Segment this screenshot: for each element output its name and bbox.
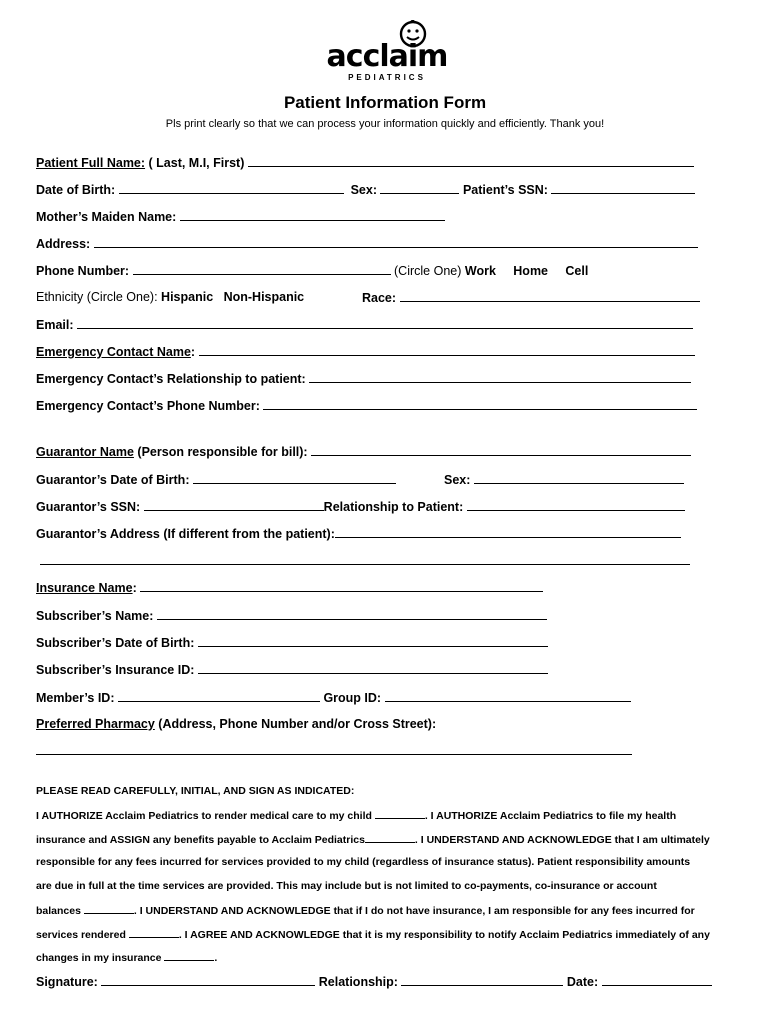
guarantor-name-row	[36, 444, 691, 459]
subscriber-name-field[interactable]	[157, 608, 547, 620]
logo-subtitle: PEDIATRICS	[348, 73, 426, 82]
sex-label: Sex:	[350, 183, 381, 197]
address-label: Address:	[36, 237, 94, 251]
guarantor-sex-field[interactable]	[474, 472, 684, 484]
dob-field[interactable]	[119, 182, 344, 194]
maiden-name-row	[36, 209, 445, 224]
member-id-label: Member’s ID:	[36, 691, 118, 705]
date-label: Date:	[563, 975, 602, 989]
consent-text: . I AGREE AND ACKNOWLEDGE that it is my responsibility to notify Acclaim Pediatrics immediately of any	[178, 929, 710, 941]
subscriber-ins-id-field[interactable]	[198, 662, 548, 674]
initial-assign-field[interactable]	[365, 833, 415, 843]
consent-text: . I AUTHORIZE Acclaim Pediatrics to file my health	[424, 810, 677, 822]
relationship-label: Relationship:	[315, 975, 402, 989]
emergency-rel-row	[36, 371, 691, 386]
ssn-label: Patient’s SSN:	[459, 183, 552, 197]
pharmacy-line2	[36, 743, 632, 758]
subscriber-ins-id-label: Subscriber’s Insurance ID:	[36, 663, 198, 677]
guarantor-address-label: Guarantor’s Address (If different from the patient):	[36, 527, 335, 541]
member-group-row	[36, 690, 631, 705]
guarantor-ssn-field[interactable]	[144, 499, 324, 511]
subscriber-dob-row	[36, 635, 548, 650]
pharmacy-row	[36, 717, 436, 731]
phone-circle-hint: (Circle One)	[390, 264, 465, 278]
patient-name-row	[36, 155, 694, 170]
consent-line-1	[36, 809, 676, 822]
date-field[interactable]	[602, 974, 712, 986]
maiden-name-label: Mother’s Maiden Name:	[36, 210, 180, 224]
ssn-field[interactable]	[551, 182, 695, 194]
subscriber-dob-field[interactable]	[198, 635, 548, 647]
guarantor-ssn-row	[36, 499, 685, 514]
ethnicity-row	[36, 290, 304, 304]
guarantor-rel-field[interactable]	[467, 499, 685, 511]
guarantor-address-line2	[40, 553, 690, 568]
email-label: Email:	[36, 318, 77, 332]
email-field[interactable]	[77, 317, 693, 329]
initial-balances-field[interactable]	[84, 904, 134, 914]
address-row	[36, 236, 698, 251]
guarantor-sex-label: Sex:	[444, 473, 474, 487]
emergency-rel-field[interactable]	[309, 371, 691, 383]
group-id-field[interactable]	[385, 690, 631, 702]
emergency-name-label: Emergency Contact Name	[36, 345, 191, 359]
race-field[interactable]	[400, 290, 700, 302]
phone-row	[36, 263, 588, 278]
guarantor-address-row	[36, 526, 681, 541]
emergency-phone-label: Emergency Contact’s Phone Number:	[36, 399, 264, 413]
consent-text: services rendered	[36, 929, 129, 941]
consent-text: .	[214, 952, 218, 964]
pharmacy-field[interactable]	[36, 743, 632, 755]
guarantor-name-label: Guarantor Name	[36, 445, 134, 459]
race-row	[362, 290, 700, 305]
page-subtitle: Pls print clearly so that we can process your information quickly and efficiently. Thank you!	[165, 118, 605, 130]
address-field[interactable]	[94, 236, 698, 248]
patient-name-hint: ( Last, M.I, First)	[145, 156, 248, 170]
consent-text: insurance and ASSIGN any benefits payable to Acclaim Pediatrics	[36, 834, 365, 846]
page-title: Patient Information Form	[283, 93, 487, 112]
email-row	[36, 317, 693, 332]
subscriber-name-row	[36, 608, 547, 623]
patient-name-label: Patient Full Name:	[36, 156, 146, 170]
consent-text: balances	[36, 905, 84, 917]
relationship-field[interactable]	[401, 974, 563, 986]
maiden-name-field[interactable]	[180, 209, 445, 221]
consent-text: changes in my insurance	[36, 952, 165, 964]
guarantor-address-field[interactable]	[335, 526, 681, 538]
initial-services-field[interactable]	[129, 928, 179, 938]
subscriber-dob-label: Subscriber’s Date of Birth:	[36, 636, 198, 650]
insurance-name-label: Insurance Name	[36, 581, 133, 595]
consent-line-2	[36, 833, 710, 846]
dob-sex-ssn-row	[36, 182, 695, 197]
ethnicity-label: Ethnicity	[36, 290, 84, 304]
signature-field[interactable]	[101, 974, 315, 986]
member-id-field[interactable]	[118, 690, 320, 702]
subscriber-name-label: Subscriber’s Name:	[36, 609, 157, 623]
initial-care-field[interactable]	[375, 809, 425, 819]
group-id-label: Group ID:	[319, 691, 385, 705]
emergency-phone-field[interactable]	[263, 398, 697, 410]
consent-heading: PLEASE READ CAREFULLY, INITIAL, AND SIGN AS INDICATED:	[36, 785, 355, 797]
guarantor-name-field[interactable]	[311, 444, 691, 456]
dob-label: Date of Birth:	[36, 183, 119, 197]
guarantor-sex-row	[444, 472, 684, 487]
phone-option-work[interactable]: Work	[464, 264, 496, 278]
patient-name-field[interactable]	[248, 155, 694, 167]
pharmacy-hint: (Address, Phone Number and/or Cross Street):	[154, 717, 437, 731]
insurance-name-row: Insurance Name:	[36, 580, 543, 595]
consent-line-4: are due in full at the time services are provided. This may include but is not limited to co-payments, co-insurance or account	[36, 880, 657, 892]
race-label: Race:	[362, 291, 400, 305]
ethnicity-option-non-hispanic[interactable]: Non-Hispanic	[223, 290, 305, 304]
subscriber-ins-id-row	[36, 662, 548, 677]
consent-line-6	[36, 928, 710, 941]
consent-line-5	[36, 904, 695, 917]
acclaim-logo	[312, 20, 462, 82]
guarantor-name-hint: (Person responsible for bill):	[133, 445, 312, 459]
signature-label: Signature:	[36, 975, 102, 989]
signature-row	[36, 974, 712, 989]
phone-option-cell[interactable]: Cell	[565, 264, 589, 278]
guarantor-dob-field[interactable]	[193, 472, 396, 484]
guarantor-dob-row	[36, 472, 396, 487]
consent-line-7	[36, 951, 217, 964]
emergency-phone-row	[36, 398, 697, 413]
consent-text: I AUTHORIZE Acclaim Pediatrics to render medical care to my child	[36, 810, 375, 822]
pharmacy-label: Preferred Pharmacy	[36, 717, 155, 731]
phone-field[interactable]	[133, 263, 391, 275]
emergency-name-row: Emergency Contact Name:	[36, 344, 695, 359]
guarantor-rel-label: Relationship to Patient:	[323, 500, 467, 514]
consent-text: . I UNDERSTAND AND ACKNOWLEDGE that I am ultimately	[414, 834, 710, 846]
guarantor-ssn-label: Guarantor’s SSN:	[36, 500, 144, 514]
guarantor-address-field-2[interactable]	[40, 553, 690, 565]
consent-line-3: responsible for any fees incurred for services provided to my child (regardless of insurance status). Patient responsibility amounts	[36, 856, 691, 868]
insurance-name-field[interactable]	[140, 580, 543, 592]
emergency-rel-label: Emergency Contact’s Relationship to patient:	[36, 372, 310, 386]
phone-option-home[interactable]: Home	[513, 264, 549, 278]
sex-field[interactable]	[380, 182, 459, 194]
ethnicity-option-hispanic[interactable]: Hispanic	[161, 290, 214, 304]
phone-label: Phone Number:	[36, 264, 133, 278]
initial-insurance-change-field[interactable]	[164, 951, 214, 961]
ethnicity-circle-hint: (Circle One):	[83, 290, 162, 304]
logo-wordmark: acclaim	[326, 39, 448, 74]
emergency-name-field[interactable]	[199, 344, 695, 356]
guarantor-dob-label: Guarantor’s Date of Birth:	[36, 473, 193, 487]
consent-text: . I UNDERSTAND AND ACKNOWLEDGE that if I do not have insurance, I am responsible for any fees incurred for	[133, 905, 695, 917]
